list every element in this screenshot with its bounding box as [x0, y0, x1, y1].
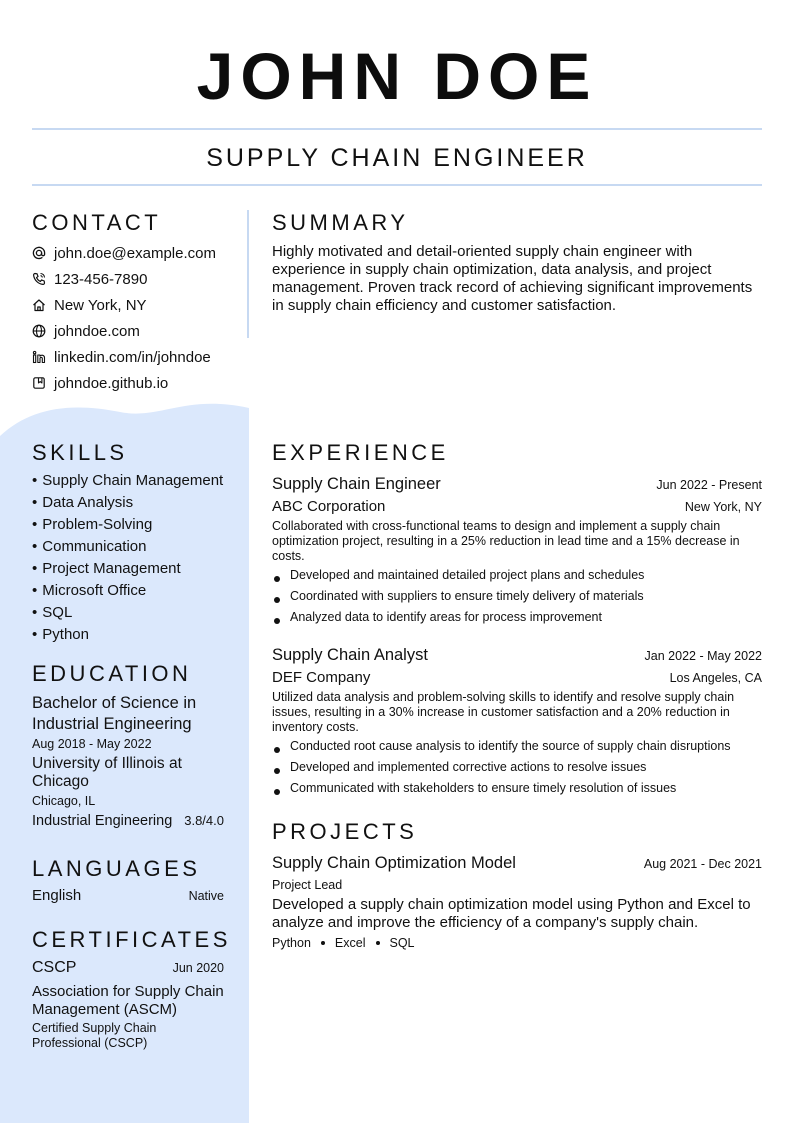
experience-location: New York, NY	[684, 500, 762, 514]
certificate-entry	[32, 959, 224, 1051]
experience-dates: Jan 2022 - May 2022	[644, 649, 762, 663]
certificate-full-name: Certified Supply Chain Professional (CSCP)	[32, 1021, 157, 1050]
header-top-rule	[32, 128, 762, 130]
skills-list	[32, 470, 242, 646]
experience-entry	[272, 644, 762, 800]
education-degree: Bachelor of Science in Industrial Engineering	[32, 694, 197, 733]
experience-bullet: Developed and maintained detailed project plans and schedules	[272, 566, 762, 587]
certificate-title-row	[32, 959, 224, 977]
education-field: Industrial Engineering	[32, 813, 173, 829]
language-name: English	[32, 887, 82, 904]
skill-item: • Communication	[32, 536, 242, 558]
language-level: Native	[188, 889, 224, 903]
contact-phone[interactable]	[32, 266, 242, 292]
bookmark-icon	[32, 376, 46, 390]
skill-item: • SQL	[32, 602, 242, 624]
experience-bullet: Analyzed data to identify areas for process improvement	[272, 608, 762, 629]
contact-website[interactable]	[32, 318, 242, 344]
tag-separator	[321, 941, 325, 945]
experience-description: Utilized data analysis and problem-solving skills to identify and resolve supply chain issues, resulting in a 30% increase in customer satisfaction and a 20% reduction in inventory costs.	[272, 690, 735, 734]
experience-bullets	[272, 737, 762, 800]
summary-heading: SUMMARY	[272, 210, 409, 235]
experience-title-row	[272, 473, 762, 495]
education-school: University of Illinois at Chicago	[32, 755, 182, 790]
contact-github[interactable]	[32, 370, 242, 396]
education-entry	[32, 693, 232, 829]
education-dates: Aug 2018 - May 2022	[32, 737, 152, 751]
home-icon	[32, 298, 46, 312]
education-gpa: 3.8/4.0	[184, 813, 224, 828]
skills-heading: SKILLS	[32, 440, 128, 465]
project-tag: SQL	[389, 936, 415, 950]
education-heading: EDUCATION	[32, 661, 192, 686]
contact-heading: CONTACT	[32, 210, 162, 235]
linkedin-icon	[32, 350, 46, 364]
experience-title: Supply Chain Engineer	[272, 475, 441, 493]
experience-title-row	[272, 644, 762, 666]
certificate-name: CSCP	[32, 959, 77, 976]
skill-item: • Supply Chain Management	[32, 470, 242, 492]
phone-icon	[32, 272, 46, 286]
contact-email[interactable]	[32, 240, 242, 266]
projects-heading: PROJECTS	[272, 819, 418, 844]
certificate-issuer: Association for Supply Chain Management (ASCM)	[32, 983, 224, 1018]
project-title: Supply Chain Optimization Model	[272, 854, 516, 872]
experience-company-row	[272, 668, 762, 688]
certificates-heading: CERTIFICATES	[32, 927, 231, 952]
skill-item: • Data Analysis	[32, 492, 242, 514]
contact-linkedin-text: linkedin.com/in/johndoe	[54, 348, 211, 366]
job-title: SUPPLY CHAIN ENGINEER	[206, 144, 588, 172]
summary-text: Highly motivated and detail-oriented supply chain engineer with experience in supply chain optimization, data analysis, and project management. Proven track record of achieving significant improvements in supply chain efficiency and customer satisfaction.	[272, 243, 753, 314]
contact-email-text: john.doe@example.com	[54, 244, 216, 262]
skill-item: • Microsoft Office	[32, 580, 242, 602]
experience-location: Los Angeles, CA	[669, 671, 762, 685]
experience-dates: Jun 2022 - Present	[656, 478, 762, 492]
contact-github-text: johndoe.github.io	[54, 374, 169, 392]
contact-location	[32, 292, 242, 318]
project-description: Developed a supply chain optimization model using Python and Excel to analyze and improve the efficiency of a company's supply chain.	[272, 896, 751, 931]
project-entry	[272, 852, 762, 950]
contact-list	[32, 240, 242, 396]
skill-item: • Project Management	[32, 558, 242, 580]
header-bottom-rule	[32, 184, 762, 186]
candidate-name: JOHN DOE	[196, 39, 598, 113]
project-tag: Excel	[334, 936, 366, 950]
certificate-date: Jun 2020	[172, 961, 224, 975]
skill-item: • Python	[32, 624, 242, 646]
education-location: Chicago, IL	[32, 794, 96, 808]
education-field-row	[32, 813, 224, 829]
globe-icon	[32, 324, 46, 338]
experience-bullet: Conducted root cause analysis to identify the source of supply chain disruptions	[272, 737, 762, 758]
experience-bullet: Developed and implemented corrective actions to resolve issues	[272, 758, 762, 779]
project-dates: Aug 2021 - Dec 2021	[643, 857, 762, 871]
skill-item: • Problem-Solving	[32, 514, 242, 536]
column-divider	[247, 210, 249, 338]
experience-bullets	[272, 566, 762, 629]
experience-bullet: Coordinated with suppliers to ensure timely delivery of materials	[272, 587, 762, 608]
experience-company-row	[272, 497, 762, 517]
project-tag: Python	[272, 936, 311, 950]
contact-phone-text: 123-456-7890	[54, 270, 148, 288]
experience-company: ABC Corporation	[272, 498, 386, 515]
contact-linkedin[interactable]	[32, 344, 242, 370]
contact-location-text: New York, NY	[54, 296, 147, 314]
tag-separator	[376, 941, 380, 945]
experience-heading: EXPERIENCE	[272, 440, 449, 465]
project-tags	[272, 936, 762, 950]
experience-title: Supply Chain Analyst	[272, 646, 428, 664]
experience-entry	[272, 473, 762, 629]
experience-bullet: Communicated with stakeholders to ensure timely resolution of issues	[272, 779, 762, 800]
project-role: Project Lead	[272, 878, 343, 892]
languages-heading: LANGUAGES	[32, 856, 201, 881]
at-icon	[32, 246, 46, 260]
project-title-row	[272, 852, 762, 874]
language-item	[32, 887, 224, 904]
experience-company: DEF Company	[272, 669, 371, 686]
experience-description: Collaborated with cross-functional teams to design and implement a supply chain optimization project, resulting in a 25% reduction in lead time and a 15% decrease in costs.	[272, 519, 740, 563]
contact-website-text: johndoe.com	[54, 322, 140, 340]
